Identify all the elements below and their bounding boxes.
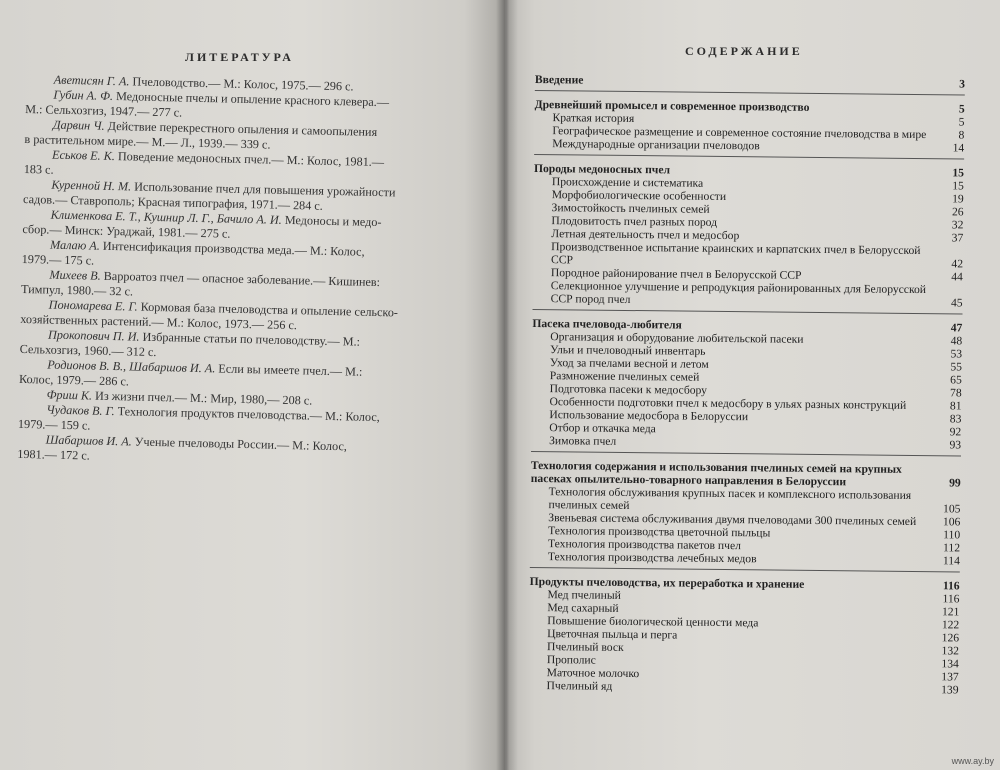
toc-title: Селекционное улучшение и репродукция районированных для Белорусской ССР пород пчел <box>550 279 927 307</box>
toc-page-number: 26 <box>951 205 964 219</box>
reference-author: Михеев В. <box>49 267 101 283</box>
toc-page-number: 37 <box>951 231 964 245</box>
toc-title: Международные организации пчеловодов <box>552 137 760 153</box>
reference-text: Тимпул, 1980.— 32 с. <box>20 281 134 299</box>
toc-title: Пчелиный яд <box>546 679 613 693</box>
reference-text: 1979.— 175 с. <box>21 251 95 268</box>
reference-text: садов.— Ставрополь; Красная типография, 1971.— 284 с. <box>22 191 323 213</box>
toc-page-number: 139 <box>941 683 959 697</box>
reference-author: Губин А. Ф. <box>53 87 114 103</box>
toc-page-number: 15 <box>952 179 964 193</box>
toc-page-number: 48 <box>950 334 963 348</box>
section-divider <box>535 90 965 96</box>
reference-text: Технология продуктов пчеловодства.— М.: Колос, <box>114 404 380 425</box>
toc-page-number: 55 <box>950 360 963 374</box>
reference-text: Варроатоз пчел — опасное заболевание.— Кишинев: <box>100 268 381 290</box>
toc-page-number: 126 <box>941 631 960 645</box>
reference-author: Малаю А. <box>49 237 101 253</box>
reference-author: Дарвин Ч. <box>52 117 105 133</box>
section-divider <box>533 309 963 315</box>
toc-title: Производственное испытание краинских и карпатских пчел в Белорусской ССР <box>550 240 921 267</box>
reference-author: Чудаков В. Г. <box>46 402 115 419</box>
reference-text: хозяйственных растений.— М.: Колос, 1973.— 256 с. <box>20 311 298 333</box>
toc-page-number: 112 <box>943 541 961 555</box>
section-divider <box>531 451 961 457</box>
toc-page-number: 106 <box>942 515 961 529</box>
toc-page-number: 105 <box>943 502 961 516</box>
reference-text: сбор.— Минск: Ураджай, 1981.— 275 с. <box>22 221 231 241</box>
toc-title: Ульи и пчеловодный инвентарь <box>550 343 706 358</box>
toc-title: Технология обслуживания крупных пасек и комплексного использования пчелиных семей <box>548 485 912 513</box>
toc-title: Летная деятельность пчел и медосбор <box>551 227 740 243</box>
toc-title: Морфобиологические особенности <box>551 188 727 204</box>
toc-title: Зимовка пчел <box>549 434 617 448</box>
reference-text: Ученые пчеловоды России.— М.: Колос, <box>131 434 348 454</box>
toc-page-number: 116 <box>942 579 960 593</box>
toc-page-number: 19 <box>952 192 964 206</box>
toc-page-number: 132 <box>941 644 960 658</box>
reference-text: Из жизни пчел.— М.: Мир, 1980,— 208 с. <box>91 388 313 408</box>
toc-section <box>533 279 963 310</box>
literature-heading: ЛИТЕРАТУРА <box>185 50 294 64</box>
toc-title: Технология производства цветочной пыльцы <box>548 524 771 540</box>
reference-author: Аветисян Г. А. <box>53 72 130 89</box>
toc-page-number: 65 <box>950 373 962 387</box>
reference-text: Интенсификация производства меда.— М.: Колос, <box>99 238 365 259</box>
reference-text: Пчеловодство.— М.: Колос, 1975.— 296 с. <box>129 74 354 94</box>
toc-page-number: 15 <box>952 166 965 180</box>
toc-title: Мед сахарный <box>547 601 619 615</box>
toc-title: Размножение пчелиных семей <box>549 369 700 384</box>
toc-page-number: 121 <box>941 605 960 619</box>
reference-author: Шабаршов И. А. <box>45 432 132 449</box>
toc-title: Особенности подготовки пчел к медосбору в ульях разных конструкций <box>549 395 907 412</box>
literature-list <box>17 72 456 472</box>
right-page <box>505 0 1000 770</box>
toc-title: Продукты пчеловодства, их переработка и хранение <box>529 574 805 591</box>
reference-text: 1979.— 159 с. <box>17 416 91 433</box>
reference-text: Сельхозгиз, 1960.— 312 с. <box>19 341 157 360</box>
reference-text: Избранные статьи по пчеловодству.— М.: <box>139 329 361 349</box>
toc-title: Уход за пчелами весной и летом <box>549 356 709 371</box>
toc-title: Технология производства лечебных медов <box>547 550 757 566</box>
toc-title: Звеньевая система обслуживания двумя пчеловодами 300 пчелиных семей <box>548 511 917 529</box>
toc-title: Краткая история <box>552 111 635 126</box>
toc-title: Географическое размещение и современное состояние пчеловодства в мире <box>552 124 927 142</box>
reference-author: Фриш К. <box>46 387 93 403</box>
toc-page-number: 93 <box>949 438 962 452</box>
book-spine <box>496 0 518 770</box>
toc-page-number: 5 <box>958 102 965 116</box>
section-divider <box>534 154 964 160</box>
toc-title: Цветочная пыльца и перга <box>547 627 678 642</box>
reference-text: Если вы имеете пчел.— М.: <box>215 361 363 379</box>
toc-title: Использование медосбора в Белоруссии <box>549 408 749 424</box>
toc-title: Породное районирование пчел в Белорусской ССР <box>550 266 802 282</box>
toc-page-number: 53 <box>950 347 963 361</box>
reference-text: в растительном мире.— М.— Л., 1939.— 339 с. <box>24 131 271 152</box>
toc-title: Породы медоносных пчел <box>533 161 671 177</box>
contents-heading: СОДЕРЖАНИЕ <box>685 44 803 58</box>
toc-page-number: 92 <box>949 425 962 439</box>
toc-page-number: 45 <box>950 296 963 310</box>
toc-title: Организация и оборудование любительской пасеки <box>550 330 804 346</box>
toc-page-number: 116 <box>942 592 960 606</box>
toc-page-number: 83 <box>949 412 962 426</box>
toc-title: Прополис <box>546 653 596 667</box>
toc-title: Пасека пчеловода-любителя <box>532 316 682 332</box>
reference-text: Поведение медоносных пчел.— М.: Колос, 1981.— <box>114 149 385 170</box>
toc-title: Технология содержания и использования пчелиных семей на крупных пасеках опылительно-товарного направления в Белоруссии <box>530 458 902 489</box>
toc-page-number: 32 <box>951 218 964 232</box>
toc-page-number: 3 <box>959 77 965 91</box>
watermark: www.ay.by <box>951 756 994 766</box>
reference-text: 183 с. <box>23 161 54 177</box>
reference-text: Медоносные пчелы и опыление красного клевера.— <box>112 88 390 110</box>
toc-title: Введение <box>534 73 584 87</box>
reference-text: Колос, 1979.— 286 с. <box>18 371 130 389</box>
toc-title: Древнейший промысел и современное производство <box>534 97 810 114</box>
section-divider <box>530 567 960 573</box>
toc-title: Маточное молочко <box>546 666 640 681</box>
toc-page-number: 5 <box>958 115 965 129</box>
toc-page-number: 78 <box>950 386 962 400</box>
toc-chapter <box>535 73 965 91</box>
toc-page-number: 42 <box>951 257 964 271</box>
reference-text: Действие перекрестного опыления и самоопыления <box>104 118 378 139</box>
reference-text: М.: Сельхозгиз, 1947.— 277 с. <box>25 101 183 120</box>
toc-page-number: 114 <box>942 554 960 568</box>
reference-text: Использование пчел для повышения урожайности <box>131 179 396 200</box>
toc-title: Отбор и откачка меда <box>549 421 656 436</box>
toc-page-number: 137 <box>941 670 959 684</box>
toc-title: Подготовка пасеки к медосбору <box>549 382 708 397</box>
toc-page-number: 8 <box>958 128 965 142</box>
toc-page-number: 81 <box>949 399 962 413</box>
toc-page-number: 47 <box>950 321 963 335</box>
reference-text: Медоносы и медо- <box>281 212 382 230</box>
toc-title: Происхождение и систематика <box>551 175 704 190</box>
reference-author: Клименкова Е. Т., Кушнир Л. Г., Бачило А. И. <box>50 207 282 227</box>
reference-author: Пономарева Е. Г. <box>48 297 138 314</box>
toc-page-number: 99 <box>949 476 961 490</box>
reference-author: Родионов В. В., Шабаршов И. А. <box>47 357 216 376</box>
toc-page-number: 14 <box>952 141 965 155</box>
reference-author: Еськов Е. К. <box>51 147 116 164</box>
reference-text: 1981.— 172 с. <box>17 446 90 463</box>
reference-author: Прокопович П. И. <box>47 327 140 344</box>
toc-page-number: 122 <box>941 618 960 632</box>
table-of-contents <box>529 73 965 696</box>
toc-title: Зимостойкость пчелиных семей <box>551 201 710 216</box>
toc-title: Повышение биологической ценности меда <box>547 614 759 630</box>
toc-title: Мед пчелиный <box>547 588 621 602</box>
toc-title: Технология производства пакетов пчел <box>548 537 741 553</box>
toc-page-number: 134 <box>941 657 959 671</box>
toc-title: Плодовитость пчел разных пород <box>551 214 718 229</box>
toc-page-number: 44 <box>951 270 963 284</box>
toc-title: Пчелиный воск <box>546 640 624 654</box>
reference-text: Кормовая база пчеловодства и опыление сельско- <box>137 299 399 320</box>
toc-page-number: 110 <box>943 528 961 542</box>
reference-author: Куренной Н. М. <box>51 177 132 194</box>
